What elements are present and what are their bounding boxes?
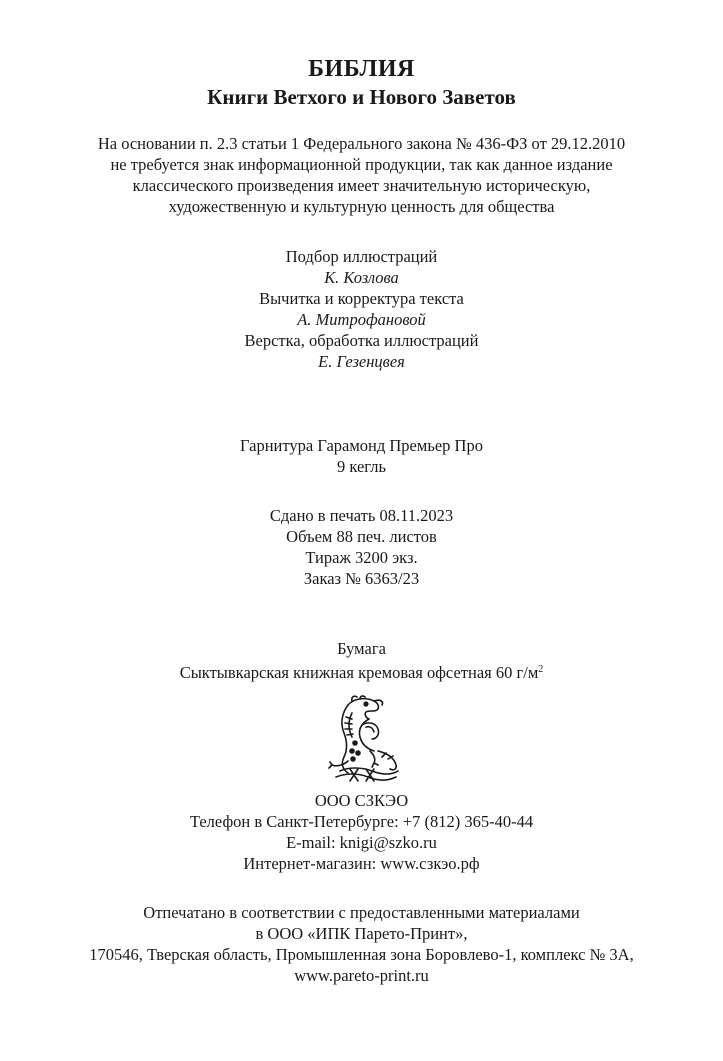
- notice-line: художественную и культурную ценность для общества: [168, 197, 555, 216]
- paper-description-line: [0, 659, 723, 683]
- paper-description: Сыктывкарская книжная кремовая офсетная 60 г/м: [179, 663, 539, 682]
- layout-name: Е. Гезенцвея: [318, 352, 405, 371]
- print-circulation: Тираж 3200 экз.: [305, 548, 418, 567]
- paper-superscript: 2: [538, 664, 544, 675]
- order-number: Заказ № 6363/23: [303, 569, 420, 588]
- notice-line: На основании п. 2.3 статьи 1 Федерального закона № 436-ФЗ от 29.12.2010: [97, 134, 626, 153]
- book-title: БИБЛИЯ: [308, 56, 415, 82]
- publisher-phone: Телефон в Санкт-Петербурге: +7 (812) 365-40-44: [189, 812, 534, 831]
- submitted-date: Сдано в печать 08.11.2023: [269, 506, 454, 525]
- publisher-email: E-mail: knigi@szko.ru: [286, 833, 437, 852]
- printer-block: [0, 902, 723, 986]
- layout-label: Верстка, обработка иллюстраций: [244, 331, 479, 350]
- publisher-name: ООО СЗКЭО: [314, 791, 409, 810]
- printer-line: в ООО «ИПК Парето-Принт»,: [255, 924, 468, 943]
- book-subtitle: Книги Ветхого и Нового Заветов: [207, 85, 516, 109]
- proofreading-name: А. Митрофановой: [297, 310, 426, 329]
- print-info-block: [0, 505, 723, 589]
- publisher-block: [0, 790, 723, 874]
- paper-label: Бумага: [337, 639, 386, 658]
- publisher-shop: Интернет-магазин: www.сзкэо.рф: [243, 854, 480, 873]
- paper-block: [0, 638, 723, 683]
- proofreading-label: Вычитка и корректура текста: [259, 289, 464, 308]
- illustrations-name: К. Козлова: [324, 268, 399, 287]
- printer-line: Отпечатано в соответствии с предоставленными материалами: [143, 903, 580, 922]
- printer-line: www.pareto-print.ru: [294, 966, 429, 985]
- notice-line: классического произведения имеет значительную историческую,: [132, 176, 591, 195]
- legal-notice: [0, 133, 723, 217]
- notice-line: не требуется знак информационной продукции, так как данное издание: [110, 155, 613, 174]
- credits-block: [0, 246, 723, 372]
- printer-line: 170546, Тверская область, Промышленная зона Боровлево-1, комплекс № 3А,: [89, 945, 634, 964]
- illustrations-label: Подбор иллюстраций: [285, 247, 438, 266]
- print-volume: Объем 88 печ. листов: [286, 527, 437, 546]
- typeface-size: 9 кегль: [337, 457, 386, 476]
- typeface-font: Гарнитура Гарамонд Премьер Про: [240, 436, 483, 455]
- dragon-emblem-icon: [322, 695, 404, 785]
- typeface-block: [0, 435, 723, 477]
